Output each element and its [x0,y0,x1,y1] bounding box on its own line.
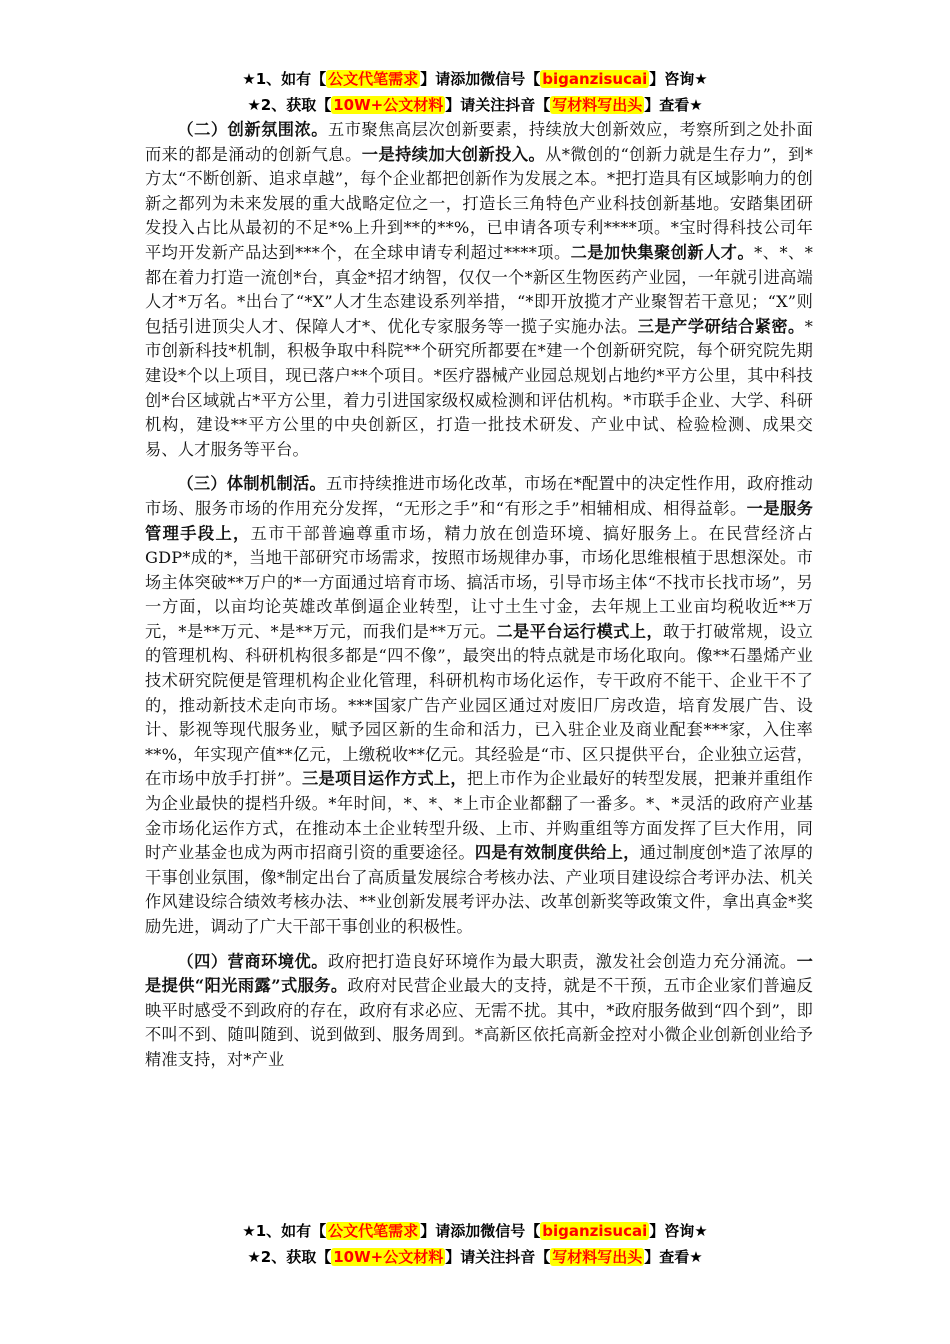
section-heading: （二）创新氛围浓。 [177,120,329,139]
body-text: 从*微创的“创新力就是生存力”，到*方太“不断创新、追求卓越”，每个企业都把创新作为发展之本。*把打造具有区域影响力的创新之都列为未来发展的重大战略定位之一，打造长三角特色产业科技创新基地。安踏集团研发投入占比从最初的不足*%上升到**的**%，已申请各项专利****项。*宝时得科技公司年平均开发新产品达到***个，在全球申请专利超过****项。 [145,144,813,262]
body-text: 五市聚焦高层次创新要素，持续放大创新效应，考察所到之处扑面而来的都是涌动的创新气息。 [145,120,813,164]
body-text: 敢于打破常规，设立的管理机构、科研机构很多都是“四不像”，最突出的特点就是市场化取向。像**石墨烯产业技术研究院便是管理机构企业化管理，科研机构市场化运作，专干政府不能干、企业干不了的，推动新技术走向市场。***国家广告产业园区通过对废旧厂房改造，培育发展广告、设计、影视等现代服务业，赋予园区新的生命和活力，已入驻企业及商业配套***家，入住率**%，年实现产值**亿元，上缴税收**亿元。其经验是“市、区只提供平台，企业独立运营，在市场中放手打拼”。 [145,621,813,789]
body-text: *市创新科技*机制，积极争取中科院**个研究所都要在*建一个创新研究院，每个研究院先期建设*个以上项目，现已落户**个项目。*医疗器械产业园总规划占地约*平方公里，其中科技创*台区域就占*平方公里，着力引进国家级权威检测和评估机构。*市联手企业、大学、科研机构，建设**平方公里的中央创新区，打造一批技术研发、产业中试、检验检测、成果交易、人才服务等平台。 [145,316,813,459]
banner-line-2 [0,92,950,118]
banner-line-2-prefix: ★2、获取【 [247,96,332,114]
body-text: 政府对民营企业最大的支持，就是不干预，五市企业家们普遍反映平时感受不到政府的存在，政府有求必应、无需不扰。其中，*政府服务做到“四个到”，即不叫不到、随叫随到、说到做到、服务周到。*高新区依托高新金控对小微企业创新创业给予精准支持，对*产业 [145,976,813,1069]
banner-line-2-suffix: 】查看★ [644,96,703,114]
point-heading: 一是持续加大创新投入。 [361,144,546,164]
banner-line-2-prefix: ★2、获取【 [247,1248,332,1266]
section-heading: （四）营商环境优。 [177,951,329,971]
banner-line-2-highlight-1: 10W+公文材料 [333,1248,444,1266]
point-heading: 二是平台运行模式上， [496,621,664,641]
banner-line-1-prefix: ★1、如有【 [242,1222,327,1240]
banner-line-1-highlight-2: biganzisucai [542,1222,648,1240]
point-heading: 一是提供“阳光雨露”式服务。 [145,951,813,996]
banner-line-2-highlight-2: 写材料写出头 [552,1248,643,1266]
banner-line-1-prefix: ★1、如有【 [242,70,327,88]
section-heading: （三）体制机制活。 [177,474,326,494]
banner-line-1-middle: 】请添加微信号【 [420,1222,541,1240]
body-text: 通过制度创*造了浓厚的干事创业氛围，像*制定出台了高质量发展综合考核办法、产业项目建设综合考评办法、机关作风建设综合绩效考核办法、**业创新发展考评办法、改革创新奖等政策文件，拿出真金*奖励先进，调动了广大干部干事创业的积极性。 [145,843,813,936]
point-heading: 四是有效制度供给上， [474,843,640,863]
section-paragraph [145,118,813,462]
document-body [145,118,813,1210]
point-heading: 三是产学研结合紧密。 [637,316,805,336]
banner-line-2 [0,1244,950,1270]
body-text: 五市持续推进市场化改革，市场在*配置中的决定性作用，政府推动市场、服务市场的作用充分发挥，“无形之手”和“有形之手”相辅相成、相得益彰。 [145,474,813,518]
section-paragraph [145,472,813,939]
point-heading: 二是加快集聚创新人才。 [570,242,755,262]
banner-line-2-suffix: 】查看★ [644,1248,703,1266]
top-banner [0,66,950,118]
body-text: 五市干部普遍尊重市场，精力放在创造环境、搞好服务上。在民营经济占GDP*成的*，当地干部研究市场需求，按照市场规律办事，市场化思维根植于思想深处。市场主体突破**万户的*一方面通过培育市场、搞活市场，引导市场主体“不找市长找市场”，另一方面，以亩均论英雄改革倒逼企业转型，让寸土生寸金，去年规上工业亩均税收近**万元，*是**万元、*是**万元，而我们是**万元。 [145,523,813,641]
point-heading: 一是服务管理手段上， [145,498,813,543]
body-text: *、*、*都在着力打造一流创*台，真金*招才纳智，仅仅一个*新区生物医药产业园，一年就引进高端人才*万名。*出台了“*X”人才生态建设系列举措，“*即开放揽才产业聚智若干意见；“X”则包括引进顶尖人才、保障人才*、优化专家服务等一揽子实施办法。 [145,242,813,336]
banner-line-1-highlight-2: biganzisucai [542,70,648,88]
section-paragraph [145,950,813,1073]
banner-line-2-middle: 】请关注抖音【 [445,1248,551,1266]
body-text: 政府把打造良好环境作为最大职责，激发社会创造力充分涌流。 [328,951,797,971]
banner-line-2-highlight-2: 写材料写出头 [552,96,643,114]
banner-line-1-suffix: 】咨询★ [649,70,708,88]
bottom-banner [0,1218,950,1270]
banner-line-1 [0,1218,950,1244]
banner-line-1-suffix: 】咨询★ [649,1222,708,1240]
point-heading: 三是项目运作方式上， [301,769,467,789]
banner-line-2-middle: 】请关注抖音【 [445,96,551,114]
banner-line-1-highlight-1: 公文代笔需求 [328,1222,419,1240]
banner-line-1-middle: 】请添加微信号【 [420,70,541,88]
body-text: 把上市作为企业最好的转型发展，把兼并重组作为企业最快的提档升级。*年时间，*、*、*上市企业都翻了一番多。*、*灵活的政府产业基金市场化运作方式，在推动本土企业转型升级、上市、并购重组等方面发挥了巨大作用，同时产业基金也成为两市招商引资的重要途径。 [145,769,813,863]
banner-line-1 [0,66,950,92]
banner-line-2-highlight-1: 10W+公文材料 [333,96,444,114]
banner-line-1-highlight-1: 公文代笔需求 [328,70,419,88]
